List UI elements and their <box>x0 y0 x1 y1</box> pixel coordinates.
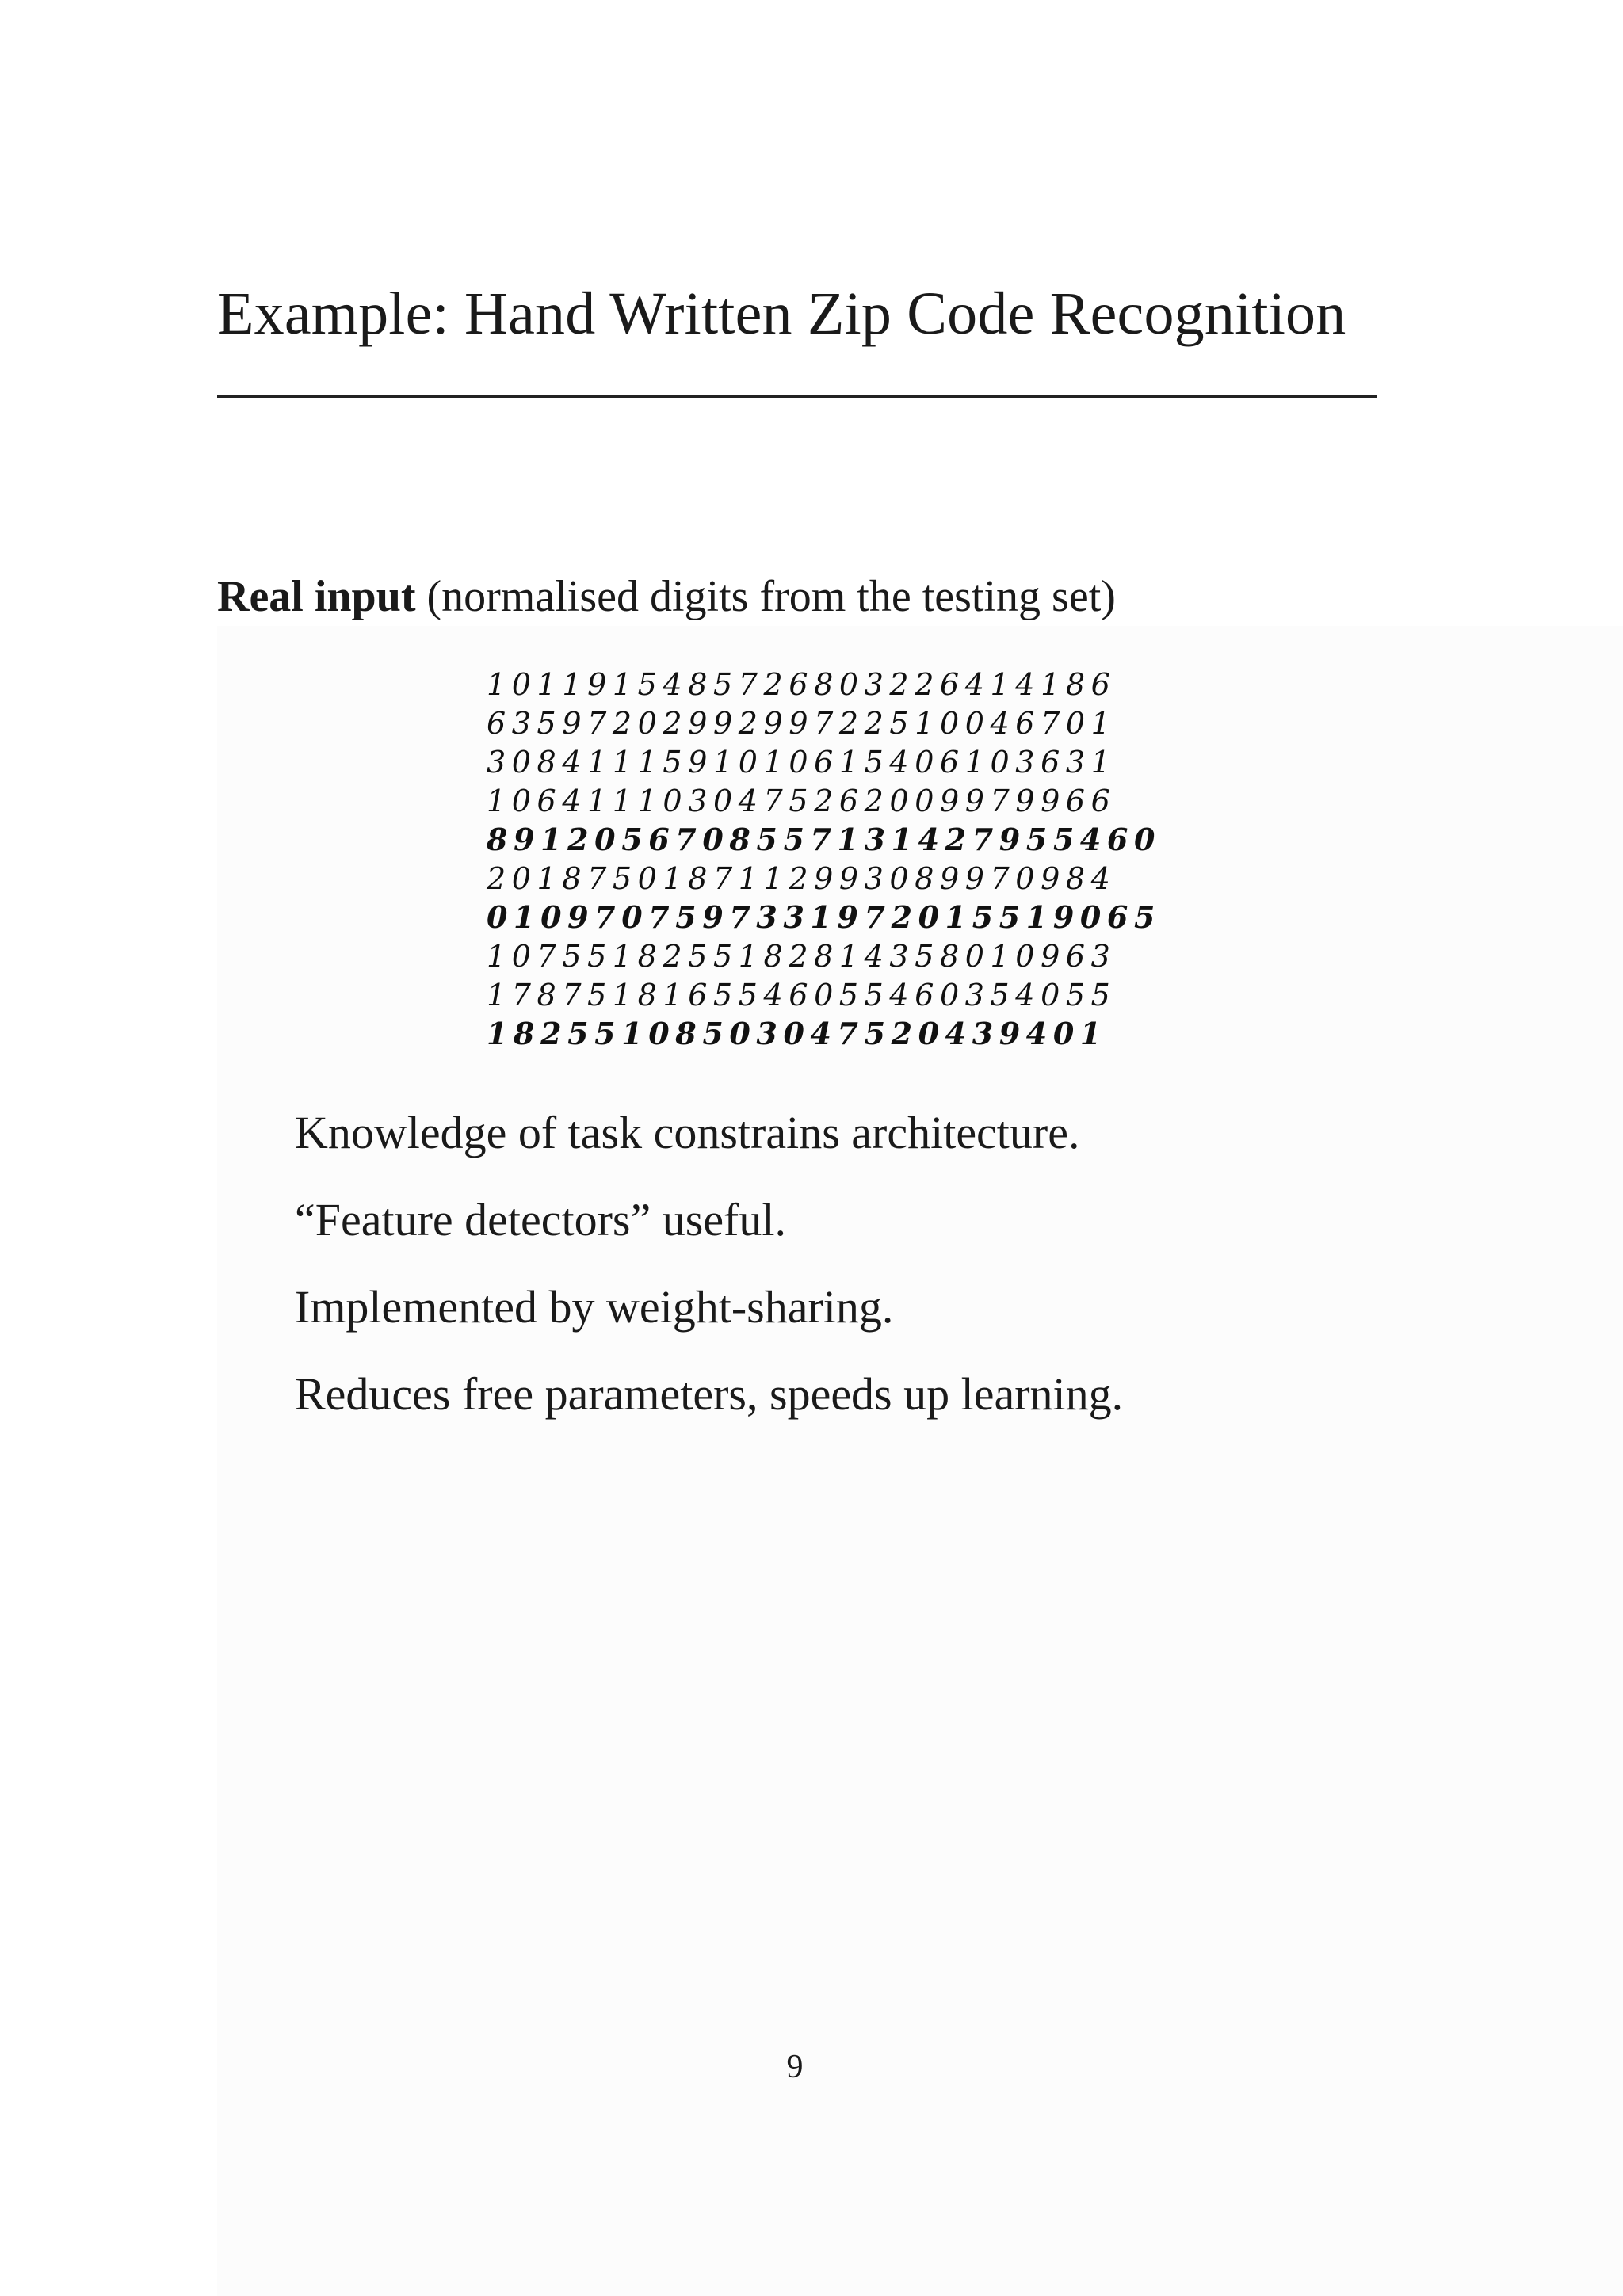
digit-row: 1075518255182814358010963 <box>487 939 1117 974</box>
bullet-item: Reduces free parameters, speeds up learning. <box>295 1368 1124 1420</box>
bullet-item: Knowledge of task constrains architecture. <box>295 1107 1080 1158</box>
bullet-item: Implemented by weight-sharing. <box>295 1281 894 1333</box>
digit-row: 18255108503047520439401 <box>487 1016 1107 1051</box>
section-heading <box>217 570 1116 624</box>
page-number: 9 <box>786 2049 804 2085</box>
digit-row: 1064111030475262009979966 <box>487 784 1117 818</box>
section-heading-bold: Real input <box>217 572 416 621</box>
digit-row: 1787518165546055460354055 <box>487 978 1117 1013</box>
digit-row: 6359720299299722510046701 <box>487 706 1117 741</box>
digit-row: 1011915485726803226414186 <box>487 667 1117 702</box>
slide-title: Example: Hand Written Zip Code Recognition <box>217 280 1346 347</box>
bullet-item: “Feature detectors” useful. <box>295 1194 786 1245</box>
bullet-list <box>295 1105 1123 1454</box>
digit-row: 0109707597331972015519065 <box>487 899 1162 935</box>
digit-row: 2018750187112993089970984 <box>487 861 1117 896</box>
digit-row: 8912056708557131427955460 <box>487 822 1162 857</box>
handwritten-digits-image <box>487 667 1162 1058</box>
title-divider <box>217 395 1377 398</box>
digit-row: 3084111591010615406103631 <box>487 745 1117 780</box>
section-heading-rest: (normalised digits from the testing set) <box>415 572 1116 621</box>
